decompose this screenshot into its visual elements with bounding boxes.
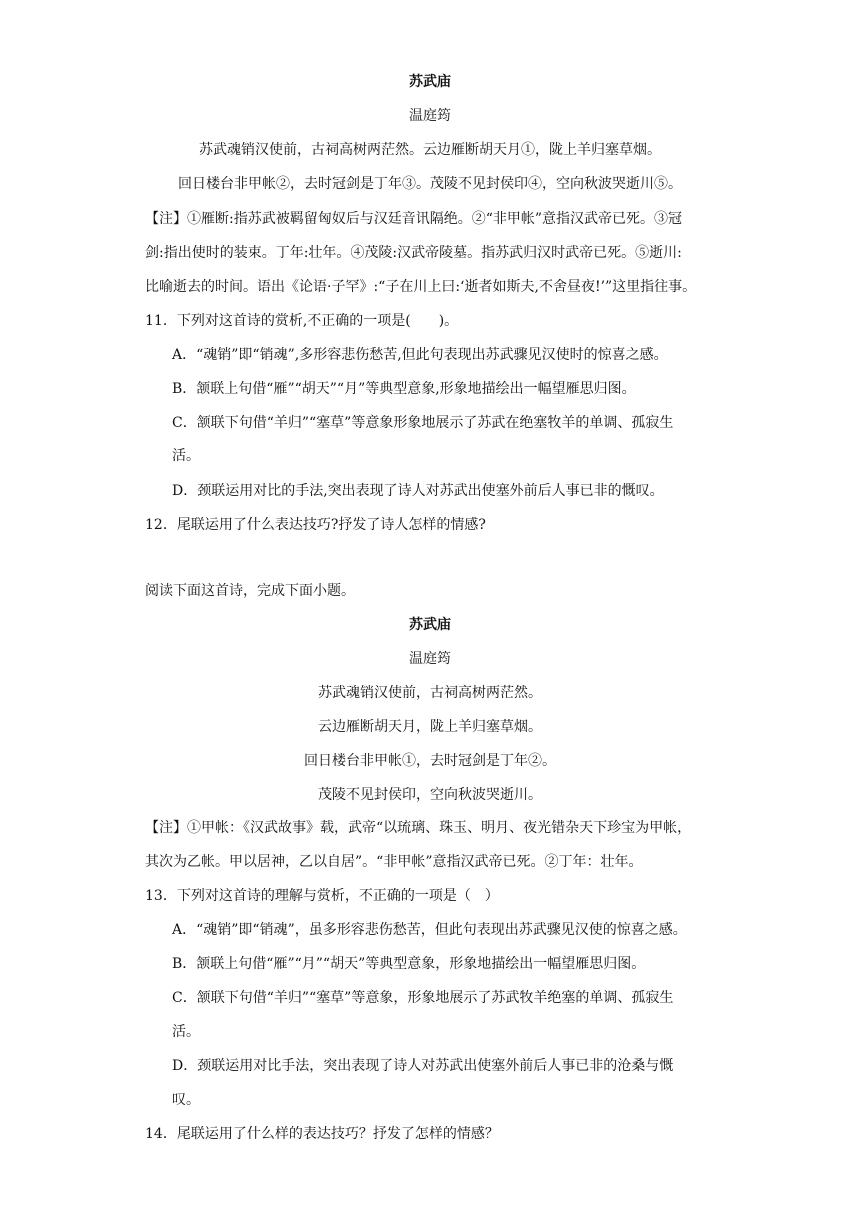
option-a: A．“魂销”即“销魂”,多形容悲伤愁苦,但此句表现出苏武骤见汉使时的惊喜之感。 xyxy=(172,347,668,363)
question-14: 14．尾联运用了什么样的表达技巧？抒发了怎样的情感？ xyxy=(145,1126,499,1142)
poem-title: 苏武庙 xyxy=(409,74,451,90)
annotation-line: 【注】①甲帐：《汉武故事》载，武帝“以琉璃、珠玉、明月、夜光错杂天下珍宝为甲帐， xyxy=(145,820,692,836)
option-d: D．颈联运用对比手法，突出表现了诗人对苏武出使塞外前后人事已非的沧桑与慨 xyxy=(172,1058,674,1074)
option-b: B．颔联上句借“雁”“月”“胡天”等典型意象，形象地描绘出一幅望雁思归图。 xyxy=(172,956,646,972)
option-c: C．颔联下句借“羊归”“塞草”等意象，形象地展示了苏武牧羊绝塞的单调、孤寂生 xyxy=(172,990,674,1006)
poem-author: 温庭筠 xyxy=(409,108,451,124)
poem-line: 茂陵不见封侯印，空向秋波哭逝川。 xyxy=(318,787,542,803)
annotation-line: 其次为乙帐。甲以居神，乙以自居”。“非甲帐”意指汉武帝已死。②丁年：壮年。 xyxy=(145,854,643,870)
poem-line: 苏武魂销汉使前，古祠高树两茫然。 xyxy=(318,685,542,701)
annotation-line: 【注】①雁断:指苏武被羁留匈奴后与汉廷音讯隔绝。②“非甲帐”意指汉武帝已死。③冠 xyxy=(145,211,683,227)
option-d: D．颈联运用对比的手法,突出表现了诗人对苏武出使塞外前后人事已非的慨叹。 xyxy=(172,483,664,499)
poem-line: 回日楼台非甲帐②，去时冠剑是丁年③。茂陵不见封侯印④，空向秋波哭逝川⑤。 xyxy=(178,176,682,192)
question-11: 11．下列对这首诗的赏析,不正确的一项是( )。 xyxy=(145,313,459,329)
option-c: C．颔联下句借“羊归”“塞草”等意象形象地展示了苏武在绝塞牧羊的单调、孤寂生 xyxy=(172,415,674,431)
option-d-cont: 叹。 xyxy=(172,1092,200,1108)
question-13: 13．下列对这首诗的理解与赏析，不正确的一项是（ ） xyxy=(145,888,499,904)
question-12: 12．尾联运用了什么表达技巧?抒发了诗人怎样的情感? xyxy=(145,517,486,533)
poem-line: 云边雁断胡天月，陇上羊归塞草烟。 xyxy=(318,719,542,735)
option-c-cont: 活。 xyxy=(172,1024,200,1040)
option-c-cont: 活。 xyxy=(172,448,200,464)
option-a: A．“魂销”即“销魂”，虽多形容悲伤愁苦，但此句表现出苏武骤见汉使的惊喜之感。 xyxy=(172,922,687,938)
poem-line: 回日楼台非甲帐①，去时冠剑是丁年②。 xyxy=(304,753,556,769)
option-b: B．颔联上句借“雁”“胡天”“月”等典型意象,形象地描绘出一幅望雁思归图。 xyxy=(172,381,636,397)
poem-line: 苏武魂销汉使前，古祠高树两茫然。云边雁断胡天月①，陇上羊归塞草烟。 xyxy=(199,142,661,158)
reading-intro: 阅读下面这首诗，完成下面小题。 xyxy=(145,583,355,599)
poem-title: 苏武庙 xyxy=(409,617,451,633)
annotation-line: 剑:指出使时的装束。丁年:壮年。④茂陵:汉武帝陵墓。指苏武归汉时武帝已死。⑤逝川: xyxy=(145,245,682,261)
annotation-line: 比喻逝去的时间。语出《论语·子罕》:“子在川上曰:‘逝者如斯夫,不舍昼夜!’”这里指往事。 xyxy=(145,279,697,295)
poem-author: 温庭筠 xyxy=(409,651,451,667)
